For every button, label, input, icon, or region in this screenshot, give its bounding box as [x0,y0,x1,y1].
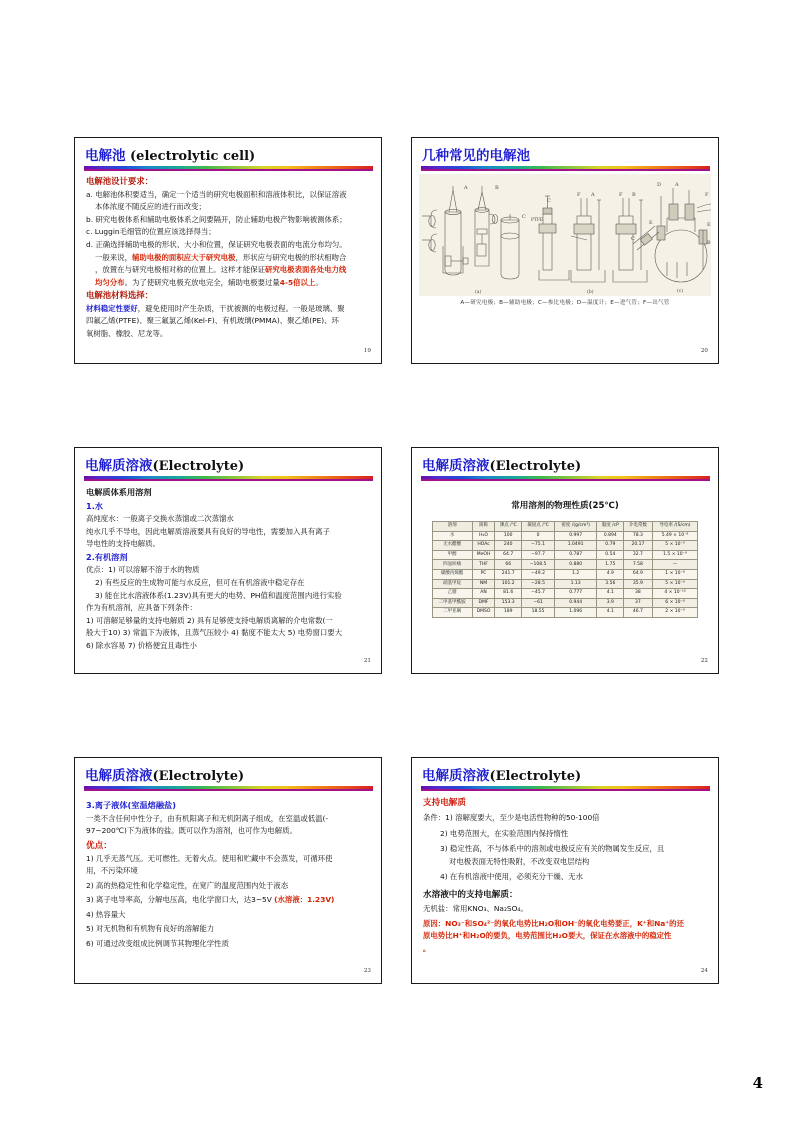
table-cell: −49.2 [522,570,555,580]
table-cell: 0.997 [555,531,597,541]
table-cell: 1.13 [555,579,597,589]
table-row [432,579,698,589]
svg-text:A: A [675,182,679,188]
body-line: 4) 在有机溶液中使用，必须充分干燥、无水 [440,872,583,882]
body-line-mixed [86,253,370,264]
slide-number: 21 [363,658,371,665]
slide-title-en: (Electrolyte) [152,769,245,784]
table-row [432,541,698,551]
svg-text:PTFE: PTFE [531,218,544,223]
slide-number: 19 [363,348,371,355]
table-cell: 38 [624,589,652,599]
table-cell: 20.17 [624,541,652,551]
table-cell: 5 × 10⁻⁹ [652,579,698,589]
slide-title [416,142,714,165]
body-line: 5) 对无机物和有机物有良好的溶解能力 [86,924,215,934]
table-cell: 64.9 [624,570,652,580]
text-emphasis-red: (水溶液：1.23V) [274,895,335,905]
body-line: 作为有机溶剂，应具备下列条件： [86,603,197,613]
section-heading-solvent: 电解质体系用溶剂 [86,487,152,497]
table-cell: 1.2 [555,570,597,580]
slide-23 [74,757,382,984]
body-line-mixed [86,265,370,276]
slide-body [79,171,377,359]
text-emphasis-red: 原电势比H⁺和H₂O的要负，电势范围比H₂O要大，保证在水溶液中的稳定性 [423,931,672,941]
text-plain: ，形状应与研究电极的形状相吻合 [235,252,347,262]
slide-title-cn: 电解质溶液 [422,458,490,474]
slide-title [79,142,377,165]
table-cell: 241.7 [495,570,522,580]
table-cell: MeOH [472,550,494,560]
body-line: 6) 可通过改变组成比例调节其物理化学性质 [86,938,229,948]
table-cell: 32.7 [624,550,652,560]
table-cell: 乙腈 [432,589,472,599]
table-row [432,598,698,608]
body-line-mixed [86,895,370,906]
table-cell: 4.1 [597,589,624,599]
svg-text:E: E [649,220,653,226]
body-line: 用，不污染环境 [86,866,138,876]
table-cell: −97.7 [522,550,555,560]
table-cell: 硝基甲烷 [432,579,472,589]
table-body [432,531,698,617]
body-line: 1) 几乎无蒸气压。无可燃性。无着火点。使用和贮藏中不会蒸发，可循环使 [86,853,333,863]
table-cell: 66 [495,560,522,570]
svg-text:F: F [577,192,581,198]
section-heading-aqueous: 水溶液中的支持电解质： [423,889,518,900]
table-cell: 64.7 [495,550,522,560]
body-line: 四氟乙烯(PTFE)、聚三氟氯乙烯(Kel-F)、有机玻璃(PMMA)、聚乙烯(PE)、环 [86,316,339,326]
body-line: 2) 电势范围大，在实验范围内保持惰性 [440,828,569,838]
table-cell: DMF [472,598,494,608]
table-cell: 0 [522,531,555,541]
text-emphasis-blue: 材料稳定性要好 [86,303,138,313]
table-cell: 无水醋酸 [432,541,472,551]
slide-body [79,481,377,669]
table-title: 常用溶剂的物理性质(25℃) [511,501,619,511]
table-cell: 1.0491 [555,541,597,551]
body-line: 97~200℃)下为液体的盐。既可以作为溶剂，也可作为电解质。 [86,826,297,836]
body-line: 般大于10) 3) 常温下为液体，且蒸气压较小 4) 黏度不能太大 5) 电势窗口要大 [86,628,343,638]
table-cell: 0.54 [597,550,624,560]
slide-title-en: (Electrolyte) [489,459,582,474]
table-col-header-0: 溶剂 [432,522,472,532]
table-cell: 78.3 [624,531,652,541]
body-line: 对电极表面无特性吸附，不改变双电层结构 [449,856,590,866]
table-cell: 0.894 [597,531,624,541]
table-cell: −61 [522,598,555,608]
slide-title-cn: 几种常见的电解池 [422,148,530,164]
svg-text:C: C [522,214,526,220]
slide-title-en: (electrolytic cell) [125,149,256,164]
body-line: 条件：1) 溶解度要大，至少是电活性物种的50-100倍 [423,813,600,823]
svg-text:(a): (a) [475,290,482,295]
body-line: 4) 热容量大 [86,909,126,919]
body-line: 一类不含任何中性分子，由有机阳离子和无机阴离子组成，在室温或低温(- [86,813,329,823]
table-row [432,608,698,618]
solvent-properties-table [432,521,699,618]
table-cell: DMSO [472,608,494,618]
slide-number: 22 [700,658,708,665]
table-cell: 46.7 [624,608,652,618]
body-line: 1) 可溶解足够量的支持电解质 2) 具有足够使支持电解质离解的介电常数(一 [86,615,333,625]
slide-body [416,791,714,979]
body-line: 氧树脂、橡胶、尼龙等。 [86,329,168,338]
table-cell: 81.6 [495,589,522,599]
slide-title [416,452,714,475]
table-cell: 5.49 × 10⁻⁸ [652,531,698,541]
slide-title-en: (Electrolyte) [489,769,582,784]
svg-text:F: F [619,192,623,198]
svg-text:A: A [464,185,468,191]
table-header-row [432,522,698,532]
body-line-red [423,931,707,942]
svg-text:C: C [547,198,551,204]
table-cell: 3.56 [597,579,624,589]
body-line-mixed [86,304,370,315]
table-cell: 2 × 10⁻⁹ [652,608,698,618]
table-cell: H₂O [472,531,494,541]
table-cell: NM [472,579,494,589]
table-cell: −45.7 [522,589,555,599]
svg-text:(c): (c) [677,289,684,294]
body-line: d. 正确选择辅助电极的形状、大小和位置，保证研究电极表面的电流分布均匀。 [86,239,347,249]
table-cell: 18.55 [522,608,555,618]
slide-24 [411,757,719,984]
slide-title-cn: 电解质溶液 [85,768,153,784]
table-cell: AN [472,589,494,599]
section-heading-design: 电解池设计要求： [86,176,153,186]
table-cell: 0.944 [555,598,597,608]
table-cell: −28.5 [522,579,555,589]
body-line: 高纯度水：一般离子交换水蒸馏或二次蒸馏水 [86,514,234,524]
section-heading-organic: 2.有机溶剂 [86,551,128,562]
table-row [432,550,698,560]
text-emphasis-red: 研究电极表面各处电力线 [265,265,347,275]
slide-19 [74,137,382,364]
table-row [432,589,698,599]
table-col-header-3: 凝固点 /℃ [522,522,555,532]
body-line: 纯水几乎不导电，因此电解质溶液要具有良好的导电性，需要加入具有离子 [86,526,330,536]
text-emphasis-red: 。 [423,943,431,953]
slide-body [416,481,714,669]
table-cell: 0.880 [555,560,597,570]
body-line-red [423,944,707,955]
body-line: 优点：1) 可以溶解不溶于水的物质 [86,565,200,575]
table-cell: 4 × 10⁻¹⁰ [652,589,698,599]
electrochemical-cells-diagram [419,174,711,296]
body-line: 无机盐：常用KNO₃、Na₂SO₄。 [423,903,528,913]
slide-title-cn: 电解质溶液 [422,768,490,784]
section-heading-advantages: 优点： [86,840,112,851]
svg-text:A: A [591,192,595,198]
body-line: 3) 稳定性高，不与体系中的溶剂或电极反应有关的物属发生反应，且 [440,844,665,854]
svg-text:F: F [705,192,709,198]
table-cell: 4.1 [597,608,624,618]
slide-title-cn: 电解池 [85,148,126,164]
table-cell: 1.5 × 10⁻⁹ [652,550,698,560]
slide-21 [74,447,382,674]
table-col-header-5: 黏度 /cP [597,522,624,532]
text-plain: ，放置在与研究电极相对称的位置上。这样才能保证 [95,265,265,275]
text-plain: 。为了使研究电极充放电完全，辅助电极要过量 [124,277,280,287]
slide-title-en: (Electrolyte) [152,459,245,474]
body-line: 2) 有些反应的生成物可能与水反应，但可在有机溶液中稳定存在 [95,577,305,587]
table-cell: 0.787 [555,550,597,560]
section-heading-ionic-liquid: 3.离子液体(室温熔融盐) [86,800,176,810]
table-cell: 0.777 [555,589,597,599]
svg-text:(b): (b) [587,290,594,295]
text-plain: ，避免使用时产生杂质，干扰被测的电极过程。一般是玻璃、聚 [137,303,345,313]
table-cell: 37 [624,598,652,608]
table-col-header-1: 简称 [472,522,494,532]
svg-text:B: B [495,185,499,191]
text-plain: 一般来说， [95,252,132,262]
page-number: 4 [752,1074,763,1092]
table-cell: 189 [495,608,522,618]
table-cell: 6 × 10⁻⁸ [652,598,698,608]
table-cell: 甲醇 [432,550,472,560]
table-cell: 5 × 10⁻⁹ [652,541,698,551]
table-cell: 4.9 [597,570,624,580]
svg-text:B: B [632,192,636,198]
text-plain: 。 [315,277,323,287]
table-cell: 240 [495,541,522,551]
slide-title [79,762,377,785]
table-cell: 1.75 [597,560,624,570]
text-emphasis-red: 4-5倍以上 [279,277,316,287]
table-cell: HOAc [472,541,494,551]
svg-text:B: B [707,240,711,246]
svg-text:E: E [707,222,711,228]
table-cell: PC [472,570,494,580]
table-cell: THF [472,560,494,570]
table-col-header-7: 导电率 /(S/cm) [652,522,698,532]
slide-body [79,791,377,979]
table-cell: 二甲基甲酰胺 [432,598,472,608]
table-cell: 0.79 [597,541,624,551]
table-row [432,531,698,541]
table-cell: −75.1 [522,541,555,551]
svg-text:C: C [631,236,635,242]
section-heading-supporting-electrolyte: 支持电解质 [423,798,466,808]
text-plain: 3) 离子电导率高，分解电压高，电化学窗口大，达3~5V [86,895,275,905]
table-cell: 水 [432,531,472,541]
table-row [432,570,698,580]
section-heading-water: 1.水 [86,500,103,511]
table-cell: 1.096 [555,608,597,618]
section-heading-material: 电解池材料选择： [86,290,153,301]
body-line: a. 电解池体积要适当，确定一个适当的研究电极面积和溶液体积比，以保证溶液 [86,189,347,199]
table-col-header-2: 沸点 /℃ [495,522,522,532]
slide-number: 23 [363,968,371,975]
table-cell: 35.9 [624,579,652,589]
text-emphasis-red: 原因：NO₃⁻和SO₄²⁻的氧化电势比H₂O和OH⁻的氧化电势要正，K⁺和Na⁺的还 [423,918,684,928]
table-cell: 7.58 [624,560,652,570]
table-cell: 3.9 [597,598,624,608]
slide-body [416,171,714,359]
table-cell: 碳酸丙烯酯 [432,570,472,580]
body-line-mixed [86,278,370,289]
body-line: 6) 除水容易 7) 价格便宜且毒性小 [86,640,197,650]
body-line: 本体浓度不随反应的进行而改变； [95,202,206,212]
slide-title-cn: 电解质溶液 [85,458,153,474]
table-cell: −108.5 [522,560,555,570]
slide-number: 20 [700,348,708,355]
table-cell: 153.3 [495,598,522,608]
slide-title [79,452,377,475]
body-line: 2) 高的热稳定性和化学稳定性，在宽广的温度范围内处于液态 [86,880,289,890]
svg-text:D: D [657,182,662,188]
table-cell: 四氢呋喃 [432,560,472,570]
table-cell: 101.2 [495,579,522,589]
body-line: c. Luggin毛细管的位置应该选择得当； [86,227,216,237]
slide-number: 24 [700,968,708,975]
body-line: 3) 能在比水溶液体系(1.23V)具有更大的电势、PH值和温度范围内进行实验 [95,590,342,600]
slide-20 [411,137,719,364]
table-col-header-6: 介电常数 [624,522,652,532]
text-emphasis-red: 均匀分布 [95,277,125,287]
figure-caption: A—研究电极；B—辅助电极；C—参比电极；D—温度计；E—进气管；F—出气管 [460,300,670,306]
table-row [432,560,698,570]
body-line-red [423,919,707,930]
slide-22 [411,447,719,674]
slide-title [416,762,714,785]
table-cell: 二甲亚砜 [432,608,472,618]
table-cell: 1 × 10⁻⁸ [652,570,698,580]
table-col-header-4: 密度 /(g/cm³) [555,522,597,532]
body-line: 导电性的支持电解质。 [86,539,160,549]
text-emphasis-red: 辅助电极的面积应大于研究电极 [131,252,236,262]
body-line: b. 研究电极体系和辅助电极体系之间要隔开，防止辅助电极产物影响被测体系； [86,214,347,224]
table-cell: 100 [495,531,522,541]
table-cell: — [652,560,698,570]
